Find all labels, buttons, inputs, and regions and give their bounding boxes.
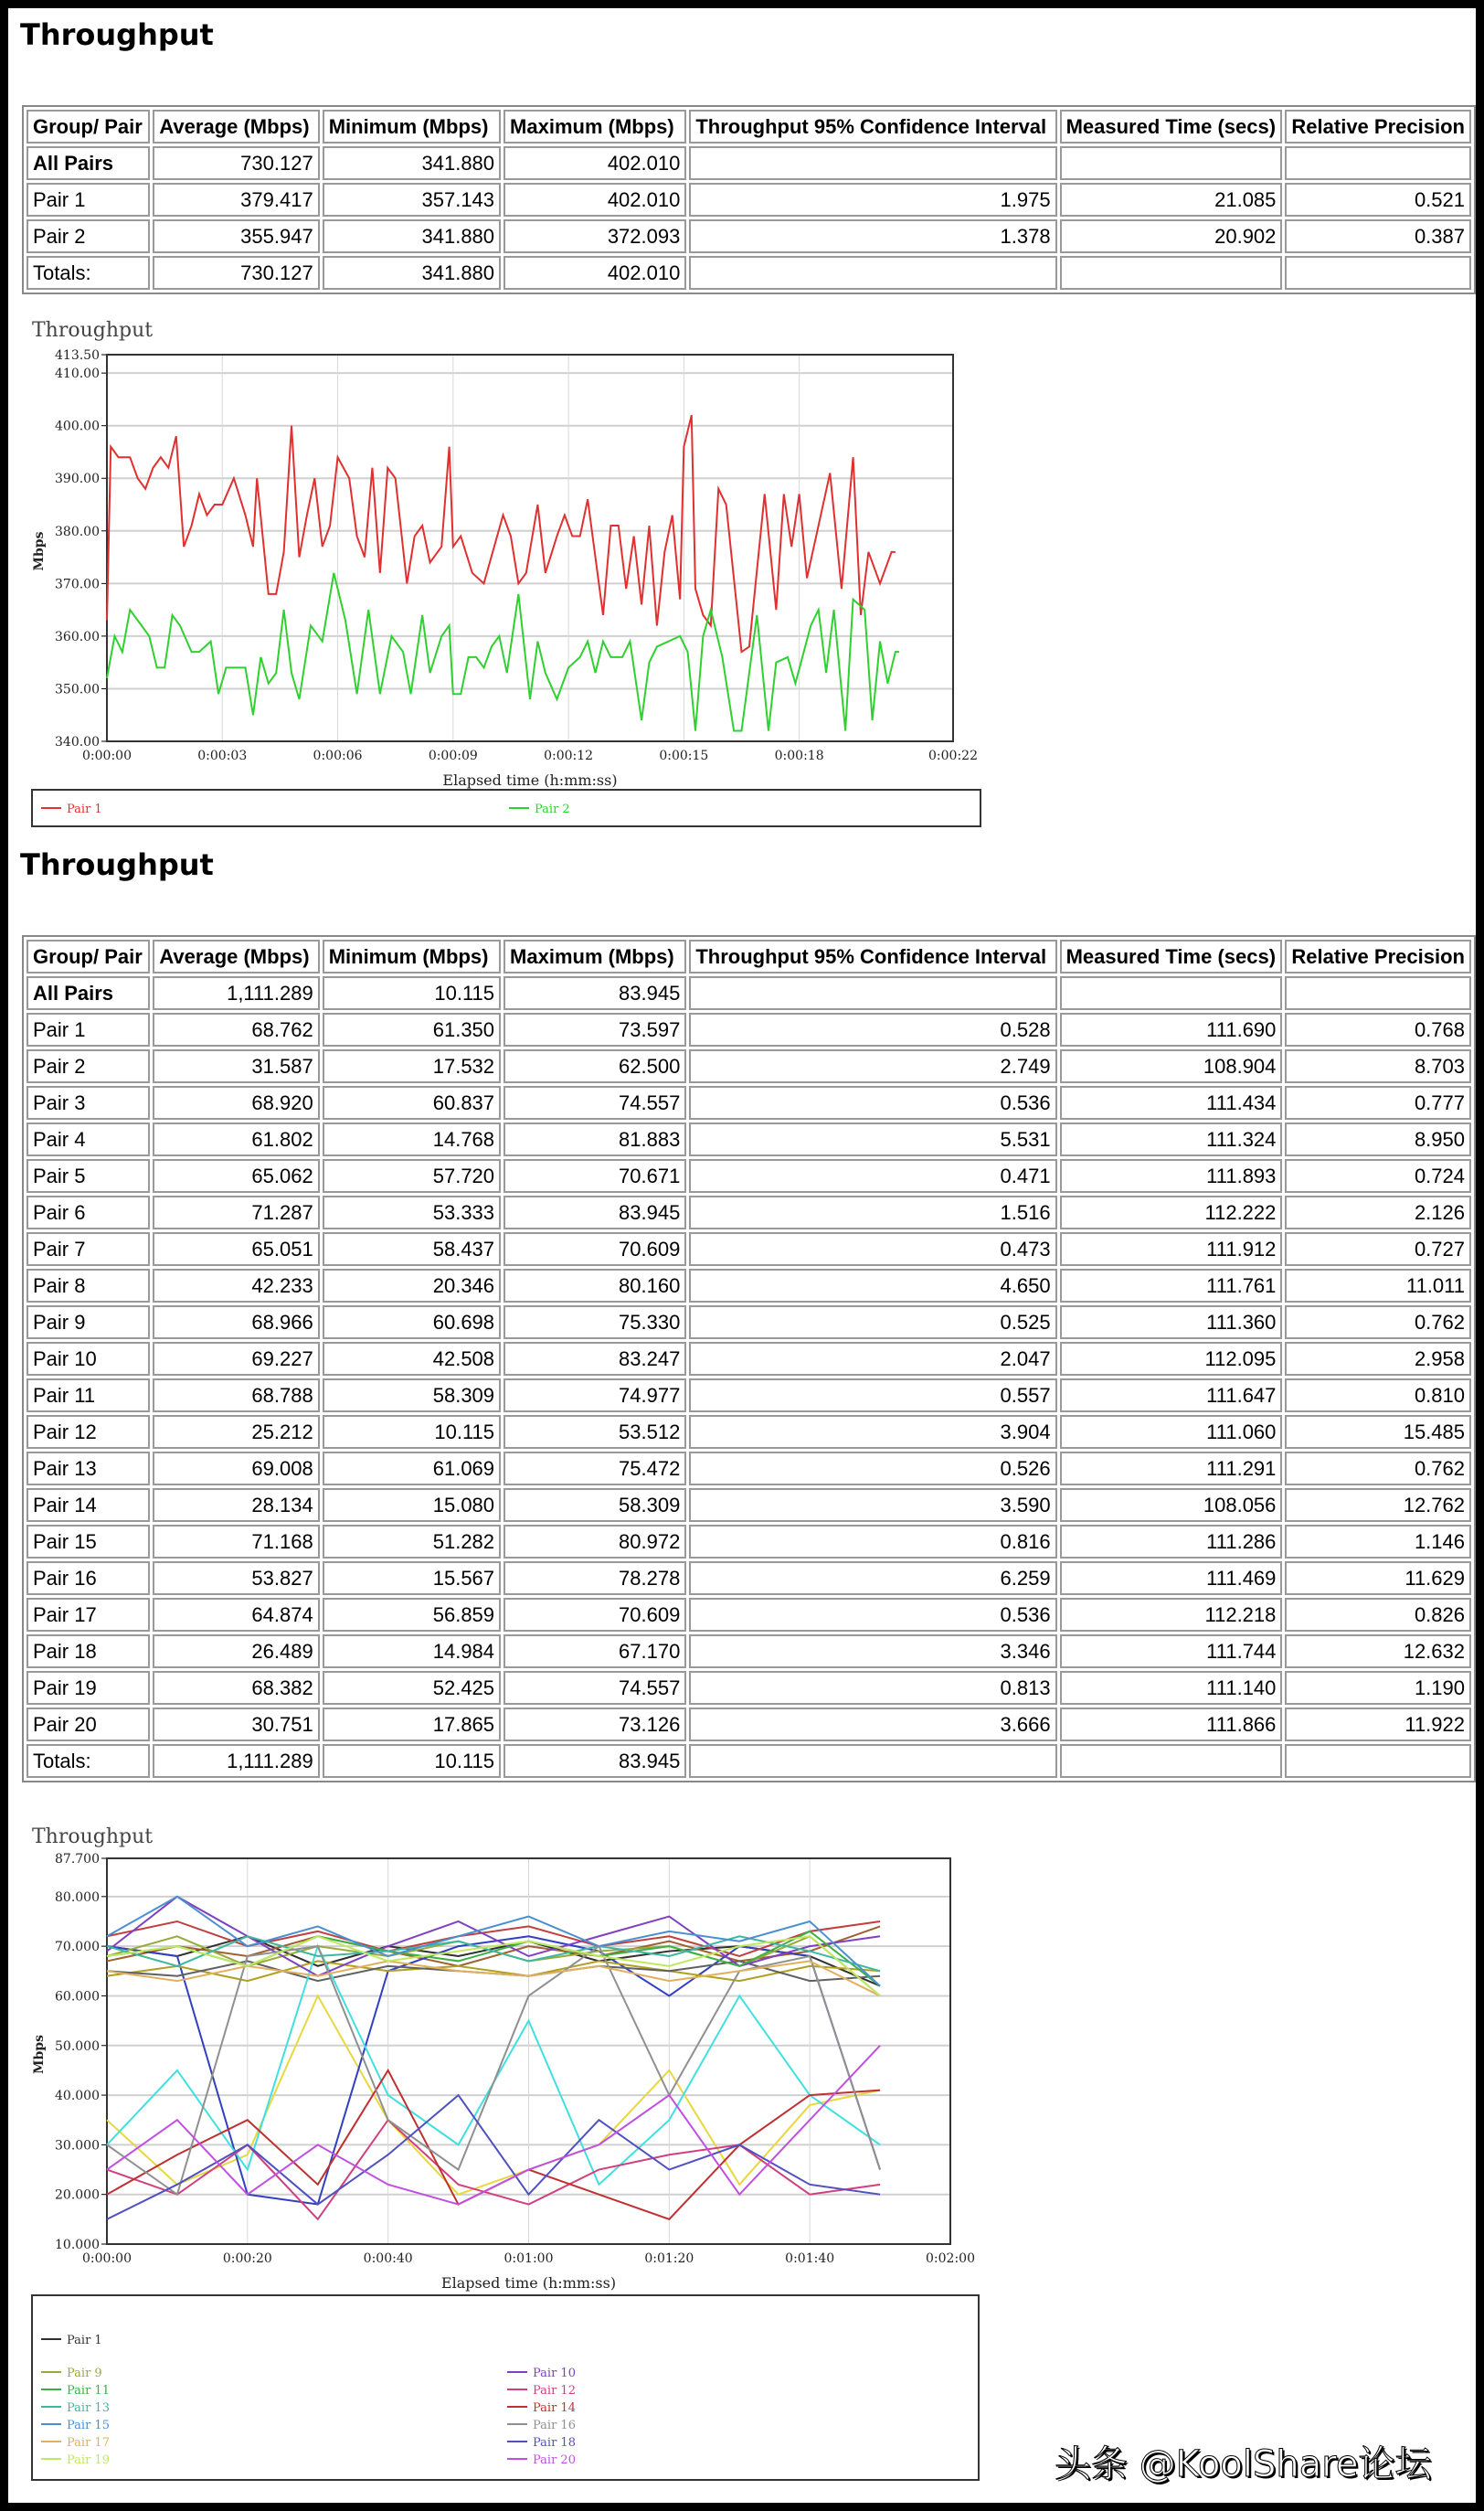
table-cell: 28.134	[153, 1488, 319, 1522]
section-title-2: Throughput	[20, 847, 214, 882]
table-cell: 83.247	[504, 1342, 686, 1376]
table-cell: 69.008	[153, 1452, 319, 1485]
column-header: Relative Precision	[1285, 940, 1471, 974]
column-header: Measured Time (secs)	[1060, 940, 1283, 974]
table-cell: Pair 15	[26, 1525, 150, 1559]
table-cell: 1.975	[689, 183, 1056, 217]
table-cell: 3.590	[689, 1488, 1056, 1522]
table-cell: 112.095	[1060, 1342, 1283, 1376]
table-cell: 52.425	[323, 1671, 501, 1705]
x-tick-label: 0:02:00	[926, 2251, 975, 2266]
table-cell: 0.536	[689, 1598, 1056, 1632]
table-cell: 17.865	[323, 1708, 501, 1741]
table-cell: 68.382	[153, 1671, 319, 1705]
table-cell: 17.532	[323, 1049, 501, 1083]
table-cell: 21.085	[1060, 183, 1283, 217]
x-tick-label: 0:00:00	[82, 749, 132, 763]
table-cell: 15.567	[323, 1561, 501, 1595]
table-cell: 78.278	[504, 1561, 686, 1595]
table-cell: 0.762	[1285, 1452, 1471, 1485]
report-page	[8, 8, 1476, 2503]
column-header: Throughput 95% Confidence Interval	[689, 110, 1056, 144]
table-cell: 53.827	[153, 1561, 319, 1595]
table-cell: Pair 1	[26, 183, 150, 217]
table-cell: 73.126	[504, 1708, 686, 1741]
y-tick-label: 380.00	[55, 524, 100, 539]
series-line-pair-10	[107, 1897, 880, 1976]
column-header: Group/ Pair	[26, 940, 150, 974]
table-cell: 60.837	[323, 1086, 501, 1120]
table-cell: 62.500	[504, 1049, 686, 1083]
table-cell: 111.434	[1060, 1086, 1283, 1120]
legend-box	[32, 2295, 979, 2480]
x-axis-title: Elapsed time (h:mm:ss)	[442, 771, 618, 789]
table-cell: 402.010	[504, 183, 686, 217]
legend-label: Pair 19	[67, 2453, 110, 2467]
column-header: Measured Time (secs)	[1060, 110, 1283, 144]
legend-label: Pair 11	[67, 2384, 110, 2398]
table-cell	[1060, 1744, 1283, 1778]
table-cell: 111.893	[1060, 1159, 1283, 1193]
y-tick-label: 80.000	[55, 1889, 100, 1905]
x-tick-label: 0:01:40	[785, 2251, 835, 2266]
table-cell: 111.744	[1060, 1634, 1283, 1668]
table-cell: 0.473	[689, 1232, 1056, 1266]
table-cell: 14.984	[323, 1634, 501, 1668]
table-cell: 112.222	[1060, 1196, 1283, 1229]
table-cell: 30.751	[153, 1708, 319, 1741]
table-cell: 6.259	[689, 1561, 1056, 1595]
table-cell: 57.720	[323, 1159, 501, 1193]
table-cell: 372.093	[504, 219, 686, 253]
table-cell: 1.378	[689, 219, 1056, 253]
table-cell	[1060, 256, 1283, 290]
table-cell: Pair 10	[26, 1342, 150, 1376]
column-header: Minimum (Mbps)	[323, 110, 501, 144]
table-cell: 58.437	[323, 1232, 501, 1266]
chart-2-title: Throughput	[32, 1825, 154, 1848]
table-cell: 0.526	[689, 1452, 1056, 1485]
table-cell	[1285, 1744, 1471, 1778]
y-tick-label: 390.00	[55, 472, 100, 487]
y-tick-label: 410.00	[55, 367, 100, 382]
x-tick-label: 0:00:40	[363, 2251, 413, 2266]
y-tick-label: 350.00	[55, 682, 100, 697]
table-cell: 80.160	[504, 1269, 686, 1303]
table-cell: 20.346	[323, 1269, 501, 1303]
table-cell: 0.727	[1285, 1232, 1471, 1266]
legend-label: Pair 10	[533, 2367, 576, 2380]
table-cell: 68.920	[153, 1086, 319, 1120]
table-cell: 68.788	[153, 1378, 319, 1412]
table-cell: 730.127	[153, 146, 319, 180]
table-cell: 0.525	[689, 1305, 1056, 1339]
table-cell: 11.629	[1285, 1561, 1471, 1595]
column-header: Maximum (Mbps)	[504, 940, 686, 974]
table-cell: Pair 18	[26, 1634, 150, 1668]
table-cell: 51.282	[323, 1525, 501, 1559]
table-cell: 74.557	[504, 1086, 686, 1120]
table-cell: Pair 13	[26, 1452, 150, 1485]
table-cell: 68.966	[153, 1305, 319, 1339]
table-cell: 71.287	[153, 1196, 319, 1229]
legend-label: Pair 1	[67, 2334, 102, 2347]
table-cell: 0.557	[689, 1378, 1056, 1412]
table-cell: Pair 8	[26, 1269, 150, 1303]
table-cell: 111.912	[1060, 1232, 1283, 1266]
table-cell: 10.115	[323, 1415, 501, 1449]
table-cell: 108.056	[1060, 1488, 1283, 1522]
x-tick-label: 0:01:20	[644, 2251, 694, 2266]
legend-label: Pair 1	[67, 803, 102, 816]
table-cell: 0.816	[689, 1525, 1056, 1559]
column-header: Average (Mbps)	[153, 110, 319, 144]
table-cell: 10.115	[323, 1744, 501, 1778]
table-cell: Pair 20	[26, 1708, 150, 1741]
table-cell: 2.047	[689, 1342, 1056, 1376]
table-cell: Pair 5	[26, 1159, 150, 1193]
table-cell: 69.227	[153, 1342, 319, 1376]
table-cell: 0.810	[1285, 1378, 1471, 1412]
table-cell: 0.536	[689, 1086, 1056, 1120]
table-cell: 68.762	[153, 1013, 319, 1047]
table-cell: 1,111.289	[153, 1744, 319, 1778]
table-cell: 58.309	[504, 1488, 686, 1522]
table-cell: 2.749	[689, 1049, 1056, 1083]
table-cell: 112.218	[1060, 1598, 1283, 1632]
chart-2	[8, 8, 1013, 2503]
table-cell: 111.286	[1060, 1525, 1283, 1559]
x-tick-label: 0:01:00	[504, 2251, 554, 2266]
table-cell: 111.866	[1060, 1708, 1283, 1741]
table-cell: 8.950	[1285, 1123, 1471, 1156]
x-tick-label: 0:00:20	[222, 2251, 272, 2266]
table-cell: 0.387	[1285, 219, 1471, 253]
legend-label: Pair 16	[533, 2419, 576, 2432]
table-cell: All Pairs	[26, 146, 150, 180]
table-cell: 70.671	[504, 1159, 686, 1193]
table-cell: Pair 9	[26, 1305, 150, 1339]
table-cell: Pair 16	[26, 1561, 150, 1595]
x-tick-label: 0:00:06	[313, 749, 363, 763]
table-cell: 70.609	[504, 1598, 686, 1632]
table-cell: 65.062	[153, 1159, 319, 1193]
x-tick-label: 0:00:15	[659, 749, 709, 763]
table-cell: 80.972	[504, 1525, 686, 1559]
y-axis-title: Mbps	[32, 2035, 47, 2074]
table-cell: 74.557	[504, 1671, 686, 1705]
table-cell: 1.146	[1285, 1525, 1471, 1559]
y-tick-label: 60.000	[55, 1989, 100, 2005]
table-cell	[1060, 976, 1283, 1010]
y-tick-label: 370.00	[55, 577, 100, 592]
table-cell: Totals:	[26, 256, 150, 290]
table-cell: 11.011	[1285, 1269, 1471, 1303]
table-cell: 75.330	[504, 1305, 686, 1339]
y-tick-label: 87.700	[55, 1852, 100, 1867]
table-cell: Pair 1	[26, 1013, 150, 1047]
y-tick-label: 30.000	[55, 2138, 100, 2154]
table-cell: 379.417	[153, 183, 319, 217]
column-header: Maximum (Mbps)	[504, 110, 686, 144]
table-cell: Pair 6	[26, 1196, 150, 1229]
table-cell: 71.168	[153, 1525, 319, 1559]
table-cell: 111.690	[1060, 1013, 1283, 1047]
table-cell: 2.126	[1285, 1196, 1471, 1229]
column-header: Relative Precision	[1285, 110, 1471, 144]
y-tick-label: 40.000	[55, 2089, 100, 2104]
table-cell: 31.587	[153, 1049, 319, 1083]
table-cell: 26.489	[153, 1634, 319, 1668]
table-cell: Pair 14	[26, 1488, 150, 1522]
table-cell: 8.703	[1285, 1049, 1471, 1083]
table-cell: 0.762	[1285, 1305, 1471, 1339]
table-cell: 3.904	[689, 1415, 1056, 1449]
table-cell: Pair 17	[26, 1598, 150, 1632]
legend-label: Pair 17	[67, 2436, 110, 2450]
table-cell	[1285, 146, 1471, 180]
table-cell: 2.958	[1285, 1342, 1471, 1376]
table-cell: 64.874	[153, 1598, 319, 1632]
x-tick-label: 0:00:12	[544, 749, 594, 763]
table-cell: 58.309	[323, 1378, 501, 1412]
table-cell: 111.761	[1060, 1269, 1283, 1303]
table-cell: 73.597	[504, 1013, 686, 1047]
table-cell: 1,111.289	[153, 976, 319, 1010]
watermark: 头条 @KoolShare论坛	[1055, 2443, 1432, 2485]
y-tick-label: 400.00	[55, 419, 100, 434]
legend-label: Pair 12	[533, 2384, 576, 2398]
table-cell: 730.127	[153, 256, 319, 290]
x-axis-title: Elapsed time (h:mm:ss)	[440, 2274, 617, 2292]
table-cell: 111.360	[1060, 1305, 1283, 1339]
series-line-pair-20	[107, 2046, 880, 2205]
table-cell: 111.140	[1060, 1671, 1283, 1705]
table-cell: 0.826	[1285, 1598, 1471, 1632]
table-cell: All Pairs	[26, 976, 150, 1010]
table-cell: 81.883	[504, 1123, 686, 1156]
table-cell	[1285, 976, 1471, 1010]
legend-label: Pair 15	[67, 2419, 110, 2432]
table-cell: 67.170	[504, 1634, 686, 1668]
table-cell: 402.010	[504, 256, 686, 290]
y-tick-label: 413.50	[55, 348, 100, 363]
table-cell: Pair 7	[26, 1232, 150, 1266]
table-cell: 108.904	[1060, 1049, 1283, 1083]
table-cell: 61.069	[323, 1452, 501, 1485]
table-cell: 3.666	[689, 1708, 1056, 1741]
table-cell: 111.469	[1060, 1561, 1283, 1595]
y-tick-label: 340.00	[55, 735, 100, 750]
table-cell	[1060, 146, 1283, 180]
table-cell: 5.531	[689, 1123, 1056, 1156]
table-cell: 53.512	[504, 1415, 686, 1449]
table-cell: 25.212	[153, 1415, 319, 1449]
x-tick-label: 0:00:18	[774, 749, 824, 763]
section-title-1: Throughput	[20, 17, 214, 52]
table-cell: 1.190	[1285, 1671, 1471, 1705]
column-header: Minimum (Mbps)	[323, 940, 501, 974]
table-cell: 0.768	[1285, 1013, 1471, 1047]
table-cell: Pair 12	[26, 1415, 150, 1449]
table-cell: 60.698	[323, 1305, 501, 1339]
table-cell: Pair 11	[26, 1378, 150, 1412]
table-cell: 111.647	[1060, 1378, 1283, 1412]
y-tick-label: 70.000	[55, 1940, 100, 1955]
table-cell: 74.977	[504, 1378, 686, 1412]
legend-label: Pair 9	[67, 2367, 102, 2380]
table-cell: 83.945	[504, 1196, 686, 1229]
table-cell: Pair 4	[26, 1123, 150, 1156]
table-cell: 0.521	[1285, 183, 1471, 217]
table-cell: 357.143	[323, 183, 501, 217]
y-tick-label: 10.000	[55, 2238, 100, 2252]
column-header: Throughput 95% Confidence Interval	[689, 940, 1056, 974]
table-cell: 3.346	[689, 1634, 1056, 1668]
table-cell: 42.233	[153, 1269, 319, 1303]
table-cell: 53.333	[323, 1196, 501, 1229]
table-cell: 341.880	[323, 256, 501, 290]
table-cell: 0.813	[689, 1671, 1056, 1705]
legend-label: Pair 13	[67, 2401, 110, 2415]
column-header: Average (Mbps)	[153, 940, 319, 974]
x-tick-label: 0:00:22	[928, 749, 978, 763]
table-cell: 111.060	[1060, 1415, 1283, 1449]
table-cell: 111.291	[1060, 1452, 1283, 1485]
series-line-pair-1	[107, 1936, 880, 1985]
table-cell: 11.922	[1285, 1708, 1471, 1741]
table-cell: 341.880	[323, 146, 501, 180]
table-cell	[1285, 256, 1471, 290]
table-cell: 83.945	[504, 1744, 686, 1778]
table-cell: 61.350	[323, 1013, 501, 1047]
table-cell: 70.609	[504, 1232, 686, 1266]
table-cell: 14.768	[323, 1123, 501, 1156]
y-axis-title: Mbps	[32, 531, 47, 571]
y-tick-label: 360.00	[55, 629, 100, 644]
table-cell: 0.777	[1285, 1086, 1471, 1120]
table-cell: 75.472	[504, 1452, 686, 1485]
table-cell: 56.859	[323, 1598, 501, 1632]
table-cell: 341.880	[323, 219, 501, 253]
table-cell: 0.471	[689, 1159, 1056, 1193]
table-cell: 15.080	[323, 1488, 501, 1522]
legend-label: Pair 2	[535, 803, 570, 816]
table-cell: Pair 3	[26, 1086, 150, 1120]
table-cell: 0.724	[1285, 1159, 1471, 1193]
x-tick-label: 0:00:09	[428, 749, 478, 763]
table-cell: Pair 2	[26, 1049, 150, 1083]
chart-1-title: Throughput	[32, 319, 154, 342]
table-cell: 42.508	[323, 1342, 501, 1376]
column-header: Group/ Pair	[26, 110, 150, 144]
table-cell: 402.010	[504, 146, 686, 180]
table-cell: 65.051	[153, 1232, 319, 1266]
table-cell: 83.945	[504, 976, 686, 1010]
series-line-pair-8	[107, 1946, 880, 2185]
table-cell: Pair 19	[26, 1671, 150, 1705]
table-cell: 61.802	[153, 1123, 319, 1156]
table-cell: 15.485	[1285, 1415, 1471, 1449]
table-cell: 1.516	[689, 1196, 1056, 1229]
table-cell: 10.115	[323, 976, 501, 1010]
y-tick-label: 50.000	[55, 2038, 100, 2054]
table-cell: 0.528	[689, 1013, 1056, 1047]
table-cell: 20.902	[1060, 219, 1283, 253]
y-tick-label: 20.000	[55, 2187, 100, 2203]
table-cell: Pair 2	[26, 219, 150, 253]
table-cell: Totals:	[26, 1744, 150, 1778]
table-cell: 12.762	[1285, 1488, 1471, 1522]
table-cell: 355.947	[153, 219, 319, 253]
table-cell: 111.324	[1060, 1123, 1283, 1156]
legend-label: Pair 18	[533, 2436, 576, 2450]
table-cell: 12.632	[1285, 1634, 1471, 1668]
x-tick-label: 0:00:00	[82, 2251, 132, 2266]
legend-label: Pair 14	[533, 2401, 576, 2415]
x-tick-label: 0:00:03	[197, 749, 248, 763]
legend-label: Pair 20	[533, 2453, 576, 2467]
table-cell: 4.650	[689, 1269, 1056, 1303]
